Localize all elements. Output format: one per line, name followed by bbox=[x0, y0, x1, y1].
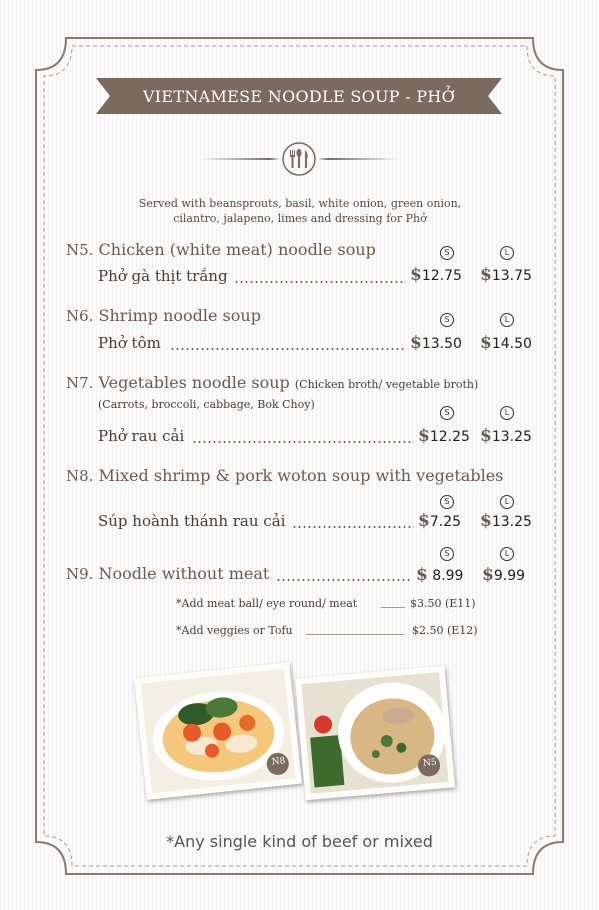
item-name: Chicken (white meat) noodle soup bbox=[98, 240, 376, 259]
menu-item-title-n6 bbox=[66, 306, 261, 325]
addon-price: $3.50 (E11) bbox=[410, 597, 476, 610]
wonton-soup-photo-icon bbox=[134, 662, 302, 800]
spoon-icon bbox=[297, 149, 302, 168]
item-name: Mixed shrimp & pork woton soup with vegetables bbox=[98, 466, 504, 485]
item-number: N6. bbox=[66, 307, 94, 325]
size-large-badge: L bbox=[500, 246, 514, 260]
addon-dots bbox=[306, 634, 404, 635]
item-name: Vegetables noodle soup bbox=[98, 373, 290, 392]
photo-badge: N5 bbox=[422, 757, 438, 769]
item-subtext-n7: (Carrots, broccoli, cabbage, Bok Choy) bbox=[98, 398, 315, 411]
size-small-badge: S bbox=[440, 547, 454, 561]
price-small-n5: $12.75 bbox=[410, 265, 462, 285]
price-large-n6: $14.50 bbox=[480, 333, 532, 353]
leader-dots bbox=[276, 579, 412, 581]
leader-dots bbox=[192, 441, 414, 443]
footer-note: *Any single kind of beef or mixed bbox=[166, 832, 433, 851]
price-small-n7: $12.25 bbox=[418, 426, 470, 446]
item-number: N7. bbox=[66, 374, 94, 392]
size-small-badge: S bbox=[440, 406, 454, 420]
leader-dots bbox=[292, 526, 414, 528]
intro-line-2: cilantro, jalapeno, limes and dressing for Phở bbox=[173, 212, 427, 225]
addon-dots bbox=[381, 607, 405, 608]
price-large-n5: $13.75 bbox=[480, 265, 532, 285]
photo-n8 bbox=[134, 662, 302, 800]
knife-icon bbox=[305, 150, 308, 168]
size-large-badge: L bbox=[500, 495, 514, 509]
item-name: Noodle without meat bbox=[98, 564, 270, 583]
viet-name-n8: Súp hoành thánh rau cải bbox=[98, 512, 286, 530]
viet-name-n5: Phở gà thịt trắng bbox=[98, 267, 228, 285]
size-large-badge: L bbox=[500, 406, 514, 420]
item-name: Shrimp noodle soup bbox=[98, 306, 261, 325]
size-small-badge: S bbox=[440, 495, 454, 509]
menu-item-title-n5 bbox=[66, 240, 376, 259]
viet-name-n6: Phở tôm bbox=[98, 334, 161, 352]
utensils-divider bbox=[200, 141, 398, 177]
photo-n5 bbox=[295, 666, 455, 801]
viet-name-n7: Phở rau cải bbox=[98, 427, 185, 445]
addon-label: *Add veggies or Tofu bbox=[176, 624, 293, 637]
title-banner bbox=[96, 78, 502, 114]
price-small-n6: $13.50 bbox=[410, 333, 462, 353]
menu-item-title-n7 bbox=[66, 373, 478, 392]
item-number: N8. bbox=[66, 467, 94, 485]
size-small-badge: S bbox=[440, 246, 454, 260]
addon-label: *Add meat ball/ eye round/ meat bbox=[176, 597, 358, 610]
addon-price: $2.50 (E12) bbox=[412, 624, 478, 637]
price-small-n9: $ 8.99 bbox=[416, 565, 464, 585]
page-title: VIETNAMESE NOODLE SOUP - PHỞ bbox=[142, 86, 456, 106]
intro-line-1: Served with beansprouts, basil, white onion, green onion, bbox=[138, 197, 462, 210]
item-note: (Chicken broth/ vegetable broth) bbox=[294, 378, 479, 391]
intro-text bbox=[130, 196, 470, 226]
price-large-n7: $13.25 bbox=[480, 426, 532, 446]
photo-badge: N8 bbox=[271, 756, 286, 768]
leader-dots bbox=[170, 348, 406, 350]
fork-icon bbox=[290, 150, 295, 168]
size-large-badge: L bbox=[500, 547, 514, 561]
item-number: N9. bbox=[66, 565, 94, 583]
price-large-n8: $13.25 bbox=[480, 511, 532, 531]
price-large-n9: $9.99 bbox=[482, 565, 526, 585]
item-number: N5. bbox=[66, 241, 94, 259]
menu-item-title-n9 bbox=[66, 564, 269, 583]
pho-bowl-photo-icon bbox=[295, 666, 455, 801]
size-small-badge: S bbox=[440, 313, 454, 327]
size-large-badge: L bbox=[500, 313, 514, 327]
leader-dots bbox=[234, 281, 406, 283]
menu-item-title-n8 bbox=[66, 466, 503, 485]
price-small-n8: $7.25 bbox=[418, 511, 462, 531]
